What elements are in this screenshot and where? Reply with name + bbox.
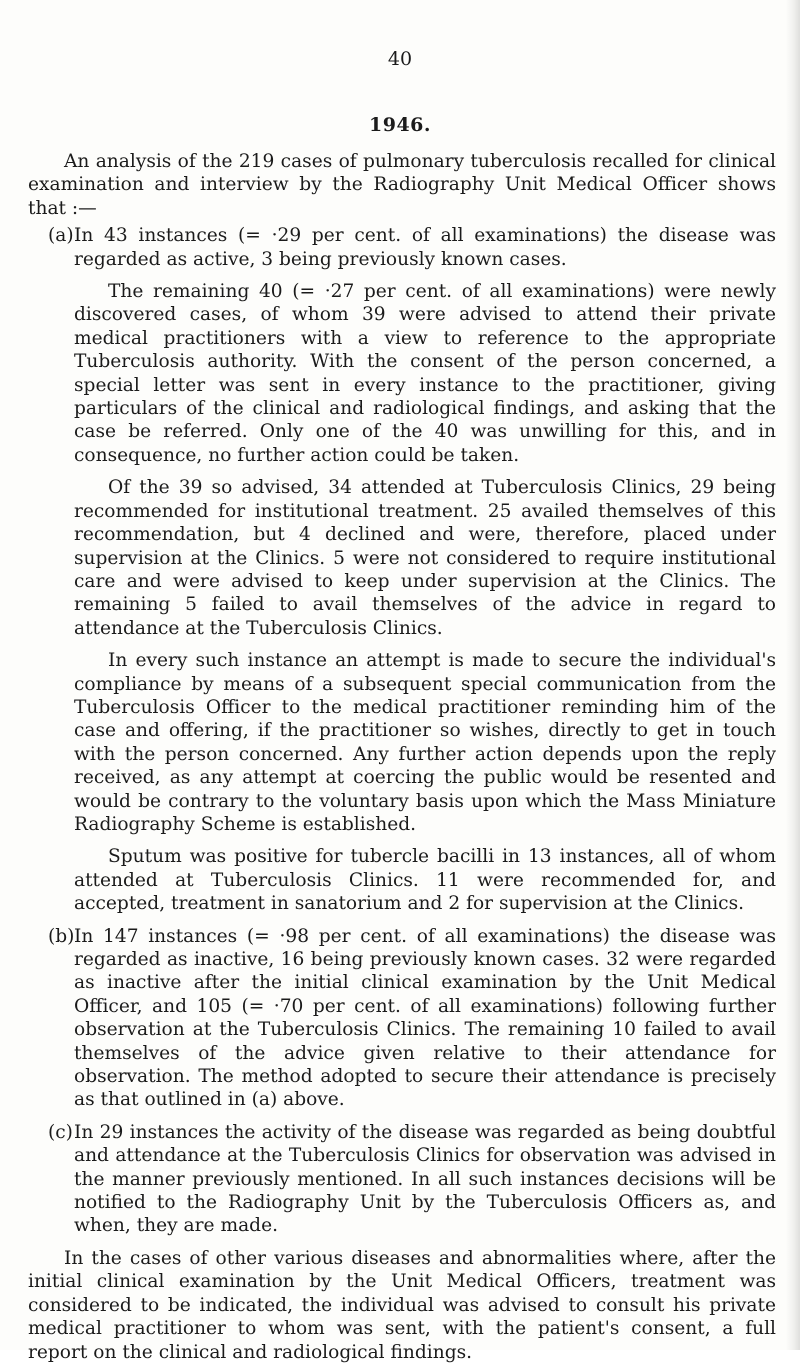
sub-paragraph-compliance: In every such instance an attempt is made to secure the individual's compliance by means of a subsequent special communication from the Tuberculosis Officer to the medical practitioner reminding him of the case and offering, if the practitioner so wishes, directly to get in touch with the person concerned. Any further action depends upon the reply received, as any attempt at coercing the public would be resented and would be contrary to the voluntary basis upon which the Mass Miniature Radiography Scheme is established. <box>74 650 776 835</box>
item-b <box>28 925 776 1112</box>
item-c-label: (c) <box>48 1121 73 1143</box>
page-number: 40 <box>387 48 413 70</box>
item-c <box>28 1121 776 1238</box>
item-a <box>28 224 776 271</box>
item-c-text: In 29 instances the activity of the disease was regarded as being doubtful and attendance at the Tuberculosis Clinics for observation was advised in the manner previously mentioned. In all such instances decisions will be notified to the Radiography Unit by the Tuberculosis Officers as, and when, they are made. <box>74 1121 776 1237</box>
intro-paragraph: An analysis of the 219 cases of pulmonary tuberculosis recalled for clinical examination and interview by the Radiography Unit Medical Officer shows that :— <box>28 151 776 219</box>
page-edge-shadow <box>786 0 800 1350</box>
sub-paragraph-newly-discovered: The remaining 40 (= ·27 per cent. of all examinations) were newly discovered cases, of whom 39 were advised to attend their private medical practitioners with a view to reference to the appropriate Tuberculosis authority. With the consent of the person concerned, a special letter was sent in every instance to the practitioner, giving particulars of the clinical and radiological findings, and asking that the case be referred. Only one of the 40 was unwilling for this, and in consequence, no further action could be taken. <box>74 281 776 466</box>
item-a-label: (a) <box>48 225 74 247</box>
closing-paragraph: In the cases of other various diseases and abnormalities where, after the initial clinical examination by the Unit Medical Officers, treatment was considered to be indicated, the individual was advised to consult his private medical practitioner to whom was sent, with the patient's consent, a full report on the clinical and radiological findings. <box>28 1247 776 1363</box>
item-b-label: (b) <box>48 925 75 947</box>
year-heading: 1946. <box>369 114 431 136</box>
sub-paragraph-sputum: Sputum was positive for tubercle bacilli in 13 instances, all of whom attended at Tuberculosis Clinics. 11 were recommended for, and accepted, treatment in sanatorium and 2 for supervision at the Clinics. <box>74 846 776 915</box>
body-text <box>28 150 776 1364</box>
item-b-text: In 147 instances (= ·98 per cent. of all examinations) the disease was regarded as inactive, 16 being previously known cases. 32 were regarded as inactive after the initial clinical examination by the Unit Medical Officer, and 105 (= ·70 per cent. of all examinations) following further observation at the Tuberculosis Clinics. The remaining 10 failed to avail themselves of the advice given relative to their attendance for observation. The method adopted to secure their attendance is precisely as that outlined in (a) above. <box>74 925 776 1111</box>
sub-paragraph-clinic-attendance: Of the 39 so advised, 34 attended at Tuberculosis Clinics, 29 being recommended for institutional treatment. 25 availed themselves of this recommendation, but 4 declined and were, therefore, placed under supervision at the Clinics. 5 were not considered to require institutional care and were advised to keep under supervision at the Clinics. The remaining 5 failed to avail themselves of the advice in regard to attendance at the Tuberculosis Clinics. <box>74 477 776 639</box>
item-a-text: In 43 instances (= ·29 per cent. of all examinations) the disease was regarded as active, 3 being previously known cases. <box>74 225 776 270</box>
